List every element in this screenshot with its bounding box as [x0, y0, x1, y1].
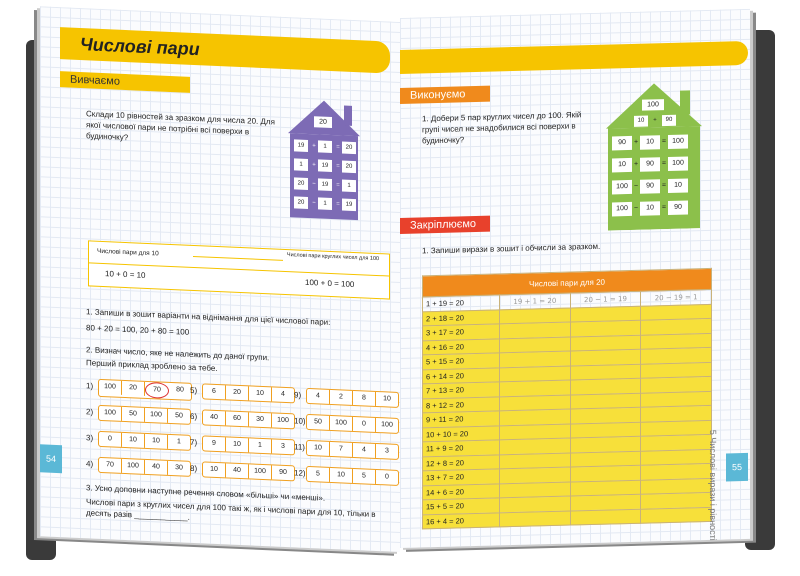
- task1-text: 1. Запиши в зошит варіанти на віднімання для цієї числової пари:: [86, 307, 331, 327]
- group-value: 50: [307, 415, 330, 430]
- group-box: [202, 383, 295, 403]
- house-cell: 90: [640, 179, 660, 194]
- group-value: 5: [307, 467, 330, 482]
- house-cell: 10: [640, 135, 660, 150]
- pairs-table: [422, 268, 712, 530]
- group-value: 20: [122, 381, 145, 396]
- group-box: [98, 379, 192, 401]
- task2-text: 2. Визнач число, яке не належить до даної групи.: [86, 345, 270, 363]
- pair-diagram: [88, 240, 390, 299]
- group-value: 90: [279, 468, 287, 477]
- group-number: 5): [190, 385, 198, 396]
- group-value: 10: [249, 386, 272, 401]
- table-cell-expr: 2 + 18 = 20: [423, 309, 500, 326]
- house-sign: +: [653, 117, 657, 124]
- group-box: [306, 388, 399, 408]
- group-box: [306, 440, 399, 460]
- table-cell-expr: 7 + 13 = 20: [423, 382, 500, 399]
- house-cell: 19: [294, 139, 308, 152]
- group-number: 1): [86, 381, 94, 391]
- house-sign: =: [336, 163, 340, 170]
- group-value: 100: [99, 380, 122, 395]
- green-roof-number: 100: [642, 99, 664, 111]
- section-do: Виконуємо: [400, 86, 490, 104]
- group-number: 8): [190, 463, 198, 474]
- group-box: [306, 466, 399, 486]
- house-sign: −: [633, 204, 639, 212]
- table-cell-expr: 1 + 19 = 20: [423, 295, 500, 312]
- group-box: [98, 457, 191, 477]
- house-sign: =: [336, 182, 340, 189]
- group-value: 40: [145, 460, 168, 475]
- right-task2: 1. Запиши вирази в зошит і обчисли за зразком.: [422, 241, 601, 256]
- diagram-eq-right: 100 + 0 = 100: [305, 277, 355, 290]
- group-number: 4): [86, 459, 94, 469]
- house-sign: +: [633, 160, 639, 168]
- group-box: [98, 405, 191, 425]
- group-value: 80: [176, 386, 184, 394]
- right-banner: [400, 41, 748, 74]
- group-value: 20: [226, 385, 249, 400]
- group-value: 100: [381, 421, 393, 429]
- group-value: 5: [353, 469, 376, 484]
- house-cell: 10: [612, 158, 632, 173]
- group-value: 10: [122, 433, 145, 448]
- group-value: 10: [307, 441, 330, 456]
- group-value: 30: [175, 464, 183, 472]
- table-cell-expr: 8 + 12 = 20: [423, 396, 500, 413]
- group-value: 100: [330, 416, 353, 431]
- table-cell-expr: 4 + 16 = 20: [423, 338, 500, 355]
- house-sign: =: [661, 182, 667, 190]
- house-cell: 19: [342, 198, 356, 211]
- house-cell: 1: [342, 179, 356, 192]
- house-cell: 100: [612, 202, 632, 217]
- group-box: [202, 461, 295, 481]
- table-cell-expr: 5 + 15 = 20: [423, 353, 500, 370]
- house-cell: 19: [318, 178, 332, 191]
- group-value: 70: [99, 458, 122, 473]
- group-value: 40: [203, 410, 226, 425]
- diagram-arrow: [193, 256, 283, 261]
- house-cell: 1: [294, 158, 308, 171]
- house-cell: 10: [640, 201, 660, 216]
- group-box: [202, 435, 295, 455]
- table-cell-expr: 12 + 8 = 20: [423, 454, 500, 471]
- diagram-label-right: Числові пари круглих чисел для 100: [286, 252, 380, 263]
- group-value: 10: [145, 434, 168, 449]
- house-cell: 90: [668, 200, 688, 215]
- group-value: 10: [203, 462, 226, 477]
- house-cell: 90: [640, 157, 660, 172]
- table-cell: [641, 507, 712, 523]
- group-value: 3: [281, 442, 285, 450]
- house-purple-rows: [288, 142, 366, 227]
- group-value: 3: [385, 447, 389, 455]
- table-cell-expr: 11 + 9 = 20: [423, 440, 500, 457]
- house-cell: 20: [342, 141, 356, 154]
- side-chapter-text: 5 Числові вирази і рівності: [708, 429, 718, 541]
- house-cell: 10: [634, 116, 648, 127]
- group-number: 10): [294, 416, 306, 426]
- page-title: Числові пари: [80, 34, 200, 60]
- right-task1: 1. Добери 5 пар круглих чисел до 100. Якій групі чисел не знадобилися всі поверхи в будиночку?: [422, 110, 582, 146]
- group-number: 2): [86, 407, 94, 417]
- green-rows: [606, 137, 716, 236]
- left-page: [40, 6, 400, 552]
- house-cell: 20: [342, 160, 356, 173]
- group-number: 3): [86, 433, 94, 443]
- section-learn: Вивчаємо: [60, 71, 190, 93]
- house-sign: =: [661, 160, 667, 168]
- group-number: 9): [294, 390, 302, 400]
- house-purple: [288, 95, 366, 222]
- house-sign: +: [312, 143, 316, 150]
- house-cell: 20: [294, 196, 308, 209]
- house-cell: 1: [318, 197, 332, 210]
- house-cell: 1: [318, 140, 332, 153]
- house-cell: 90: [612, 136, 632, 151]
- table-cell: 19 + 1 = 20: [500, 293, 571, 309]
- group-value: 6: [203, 384, 226, 399]
- task1-example: 80 + 20 = 100, 20 + 80 = 100: [86, 323, 190, 337]
- house-sign: −: [633, 182, 639, 190]
- intro-text: Склади 10 рівностей за зразком для числа 20. Для якої числової пари не потрібні всі поверхи в будиночку?: [86, 109, 275, 143]
- house-cell: 90: [662, 115, 676, 126]
- right-page: [400, 9, 750, 548]
- task3-b: Числові пари з круглих чисел для 100 такі ж, як і числові пари для 10, тільки в десять разів ____________.: [86, 497, 376, 522]
- task3-a: 3. Усно доповни наступне речення словом «більші» чи «менші».: [86, 483, 326, 503]
- group-value: 30: [249, 412, 272, 427]
- group-box: [98, 431, 191, 451]
- table-cell-expr: 16 + 4 = 20: [423, 512, 500, 529]
- group-value: 4: [281, 390, 285, 398]
- house-cell: 100: [668, 156, 688, 171]
- group-value: 100: [122, 459, 145, 474]
- house-cell: 100: [668, 134, 688, 149]
- group-value: 8: [353, 391, 376, 406]
- table-cell-expr: 3 + 17 = 20: [423, 324, 500, 341]
- house-cell: 10: [668, 178, 688, 193]
- diagram-label-left: Числові пари для 10: [97, 247, 159, 258]
- group-value: 0: [385, 473, 389, 481]
- house-sign: +: [312, 162, 316, 169]
- group-value: 10: [330, 468, 353, 483]
- group-value: 2: [330, 390, 353, 405]
- table-cell: 20 − 19 = 1: [641, 289, 712, 305]
- house-sign: =: [336, 201, 340, 208]
- group-value: 10: [226, 437, 249, 452]
- group-value: 50: [122, 407, 145, 422]
- group-value: 100: [145, 408, 168, 423]
- group-box: [202, 409, 295, 429]
- house-sign: −: [312, 181, 316, 188]
- group-value: 70: [145, 382, 169, 399]
- table-cell: [500, 511, 571, 527]
- group-number: 12): [294, 468, 306, 478]
- group-value: 100: [249, 464, 272, 479]
- house-sign: −: [312, 200, 316, 207]
- group-value: 0: [99, 432, 122, 447]
- table-cell-expr: 9 + 11 = 20: [423, 411, 500, 428]
- house-green: [606, 76, 716, 231]
- group-value: 100: [99, 406, 122, 421]
- group-number: 7): [190, 437, 198, 448]
- page-number-left: 54: [40, 444, 62, 473]
- house-sign: =: [661, 204, 667, 212]
- house-cell: 20: [294, 177, 308, 190]
- group-value: 50: [175, 412, 183, 420]
- task2-sub: Перший приклад зроблено за тебе.: [86, 358, 218, 374]
- group-number: 11): [294, 442, 305, 452]
- table-cell-expr: 14 + 6 = 20: [423, 483, 500, 500]
- table-title: Числові пари для 20: [423, 268, 712, 297]
- group-value: 0: [353, 417, 376, 432]
- group-value: 1: [177, 438, 181, 446]
- house-sign: +: [633, 138, 639, 146]
- group-value: 4: [307, 389, 330, 404]
- group-value: 7: [330, 442, 353, 457]
- house-cell: 100: [612, 180, 632, 195]
- group-value: 60: [226, 411, 249, 426]
- table-cell: [570, 509, 641, 525]
- group-value: 4: [353, 443, 376, 458]
- group-value: 100: [277, 416, 289, 425]
- table-cell-expr: 13 + 7 = 20: [423, 469, 500, 486]
- house-sign: =: [336, 144, 340, 151]
- group-value: 1: [249, 438, 272, 453]
- page-number-right: 55: [726, 453, 748, 482]
- group-value: 9: [203, 436, 226, 451]
- house-roof-number: 20: [314, 116, 332, 128]
- group-value: 40: [226, 463, 249, 478]
- table-cell: 20 − 1 = 19: [570, 291, 641, 307]
- table-cell-expr: 10 + 10 = 20: [423, 425, 500, 442]
- group-value: 10: [383, 395, 391, 403]
- house-sign: =: [661, 138, 667, 146]
- section-fix: Закріплюємо: [400, 216, 490, 234]
- table-cell-expr: 6 + 14 = 20: [423, 367, 500, 384]
- group-number: 6): [190, 411, 198, 422]
- group-box: [306, 414, 399, 434]
- table-cell-expr: 15 + 5 = 20: [423, 498, 500, 515]
- house-cell: 19: [318, 159, 332, 172]
- diagram-eq-left: 10 + 0 = 10: [105, 269, 146, 280]
